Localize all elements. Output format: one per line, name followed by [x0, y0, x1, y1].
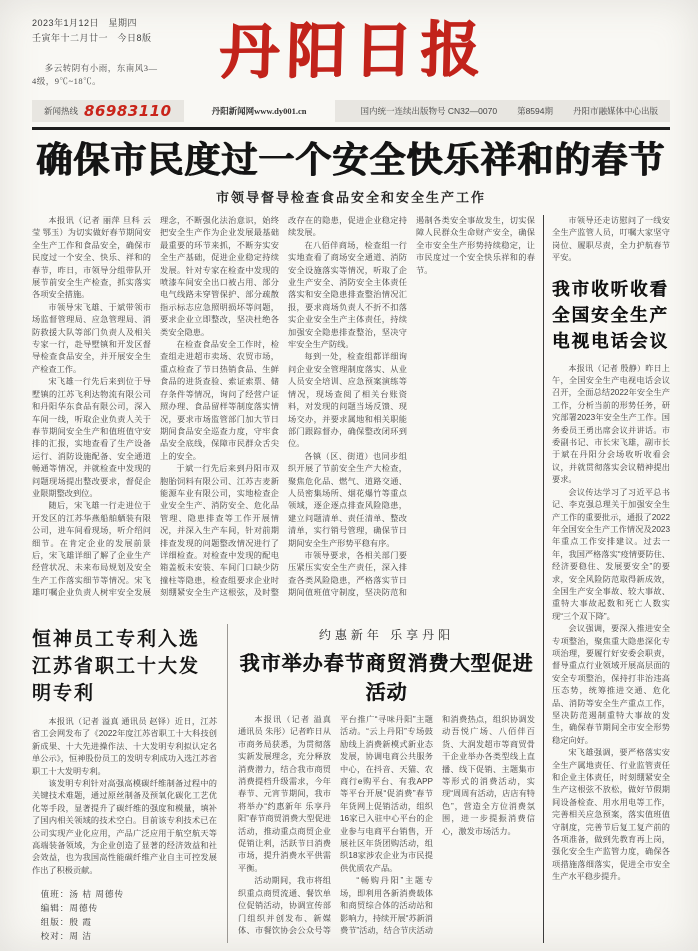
promo-headline: 我市举办春节商贸消费大型促进活动 [239, 653, 534, 704]
sidebar-headline-line-3: 电视电话会议 [552, 330, 669, 351]
content-area [32, 215, 670, 943]
sidebar-column [544, 215, 670, 943]
patent-headline: 恒神员工专利入选江苏省职工十大发明专利 [32, 629, 201, 704]
date-line: 2023年1月12日 星期四 [32, 18, 138, 28]
patent-article-body: 本报讯（记者 溢真 通讯员 赵铎）近日，江苏省工会网发布了《2022年度江苏省职工十大科技创新成果、十大先进操作法、十大发明专利拟认定名单公示》，恒神股份员工的发明专利成功入选江苏省职工十大发明专利。 该发明专利针对高强高模碳纤维制备过程中的关键技术难题，通过原丝制备及预氧化碳化工艺优化等手段，显著提升了碳纤维的强度和模量，填补了国内相关领域的技术空白。目前该专利技术已在公司实现产业化应用，产品广泛应用于航空航天等高端装备领域，为企业创造了显著的经济效益和社会效益，也为我国高性能碳纤维产业自主可控发展作出了积极贡献。 [32, 717, 217, 875]
publisher: 丹阳市融媒体中心出版 [572, 106, 658, 116]
lunar-date-line: 壬寅年十二月廿一 今日8版 [32, 33, 152, 43]
sidebar-headline-line-1: 我市收听收看 [552, 278, 669, 299]
lead-subheadline: 市领导督导检查食品安全和安全生产工作 [215, 190, 486, 205]
hotline-label: 新闻热线 [44, 106, 79, 116]
hotline-chip [32, 100, 184, 122]
masthead-row [32, 10, 670, 98]
date-block [32, 10, 184, 88]
sidebar-headline-line-2: 全国安全生产 [552, 304, 669, 325]
issue-number: 第8594期 [517, 106, 553, 116]
lead-headline: 确保市民度过一个安全快乐祥和的春节 [36, 139, 666, 180]
bottom-zone [32, 624, 535, 943]
left-zone [32, 215, 543, 943]
hotline-number: 86983110 [84, 102, 172, 120]
lead-article-tail: 市领导还走访慰问了一线安全生产监管人员，叮嘱大家坚守岗位、履职尽责，全力护航春节平安。 [552, 216, 670, 263]
promo-article [228, 624, 535, 943]
publication-number: 国内统一连续出版物号 CN32—0070 [360, 106, 498, 116]
patent-article [32, 624, 228, 943]
staff-credits: 值班：汤 桔 周德传 编辑：周德传 组版：殷 霞 校对：周 洁 [40, 889, 125, 941]
info-bar [32, 100, 670, 122]
sidebar-headline [552, 276, 670, 354]
masthead-rule [32, 127, 670, 130]
masthead-title: 丹阳日报 [218, 14, 488, 88]
sidebar-article-body: 本报讯（记者 殷静）昨日上午，全国安全生产电视电话会议召开，全面总结2022年安全生产工作，分析当前的形势任务，研究部署2023年安全生产工作。国务委员王勇出席会议并讲话。市委副书记、市长宋飞雄，副市长于斌在丹阳分会场收听收看会议，并就贯彻落实会议精神提出要求。 会议传达学习了习近平总书记、李克强总理关于加强安全生产工作的重要批示，通报了2022年全国安全生产工作情况及2023年重点工作安排建议。过去一年，我国严格落实“疫情要防住、经济要稳住、发展要安全”的要求，安全风险防范取得新成效，全国生产安全事故、较大事故、重特大事故起数和死亡人数实现“三个双下降”。 会议强调，要深入推进安全专项整治，聚焦重大隐患深化专项治理，要履行好安委会职责，督导重点行业领域开展高层面的安全专项整治，保持打非治违高压态势，统筹推进交通、危化品、消防等安全生产重点工作，坚决防范遏制重特大事故的发生，确保春节期间全市安全形势稳定向好。 宋飞雄强调，要严格落实安全生产属地责任、行业监管责任和企业主体责任，时刻绷紧安全生产这根弦不放松，做好节假期间设备检查、用水用电等工作，完善相关应急预案，落实值班值守制度，完善节后复工复产前的各项准备，做到先教育再上岗，强化安全生产监管力度，确保各项措施落细落实，促进全市安全生产水平稳步提升。 [552, 363, 670, 882]
website-link: 丹阳新闻网www.dy001.cn [211, 106, 307, 116]
promo-article-body: 本报讯（记者 溢真 通讯员 朱彤）记者昨日从市商务局获悉，为贯彻落实新发展理念，充分释放消费潜力，结合我市商贸消费提档升级需求，今年春节、元宵节期间，我市将举办“约惠新年 乐享丹阳”春节商贸消费大型促进活动，推动重点商贸企业促销让利，活跃节日消费市场，提升消费水平供需平衡。 活动期间，我市将组织重点商贸流通、餐饮单位促销活动，协调宣传部门组织并创发布、新媒体、市餐饮协会公众号等平台推广“寻味丹阳”主题活动。“云上丹阳”专场鼓励线上消费新模式新业态发展，协调电商公共服务中心，在抖音、天猫、农商行e购平台、有我APP等平台开展“促消费”春节年货网上促销活动，组织16家已入驻中心平台的企业参与电商平台销售，开展社区年货团购活动，组织18家涉农企业为市民提供优质农产品。 “畅购丹阳”主题专场，即利用各新消费载体和商贸综合体的活动站和影响力，持续开展“苏新消费节”活动，结合节庆活动和消费热点，组织协调发动吾悦广场、八佰伴百货、大润发超市等商贸骨干企业举办各类型线上直播、线下促销、主题集市等形式的消费活动，实现“周周有活动，店店有特色”，营造全方位消费氛围，进一步提振消费信心，激发市场活力。 [238, 715, 535, 935]
promo-kicker: 约惠新年 乐享丹阳 [318, 628, 455, 642]
weather-note: 多云转阴有小雨，东南风3—4级，9℃~18℃。 [32, 63, 158, 86]
issue-chip [335, 100, 670, 122]
lead-article-body: 本报讯（记者 丽萍 旦科 云莹 鄂玉）为切实做好春节期间安全生产工作和食品安全，确保市民度过一个安全、快乐、祥和的春节，昨日，市领导分组带队开展节前安全生产检查，抓实落实各项安全措施。 市领导宋飞雄、于斌带领市场监督管理局、应急管理局、消防救援大队等部门负责人及相关专家一行，赴导墅镇和开发区督导检查食品安全，并开展安全生产检查工作。 宋飞雄一行先后来到位于导墅镇的江苏飞利达物流有限公司和丹阳华东食品有限公司，深入车间一线，听取企业负责人关于春节期间安全生产和值班值守安排的汇报，实地查看了生产设备运行、消防设施配备、安全通道畅通等情况，并就检查中发现的问题现场提出整改要求，督促企业限期整改到位。 随后，宋飞雄一行走进位于开发区的江苏华燕船舶舾装有限公司，进车间看现场，听介绍问细节。在肯定企业的发展前景后，宋飞雄详细了解了企业生产经营状况、未来布局规划及安全生产工作落实细节等情况。宋飞雄叮嘱企业负责人树牢安全发展理念，不断强化法治意识，始终把安全生产作为企业发展最基础最重要的环节来抓，不断夯实安全生产基础，促进企业稳定持续发展。针对专家在检查中发现的喷漆车间安全出口被占用、部分电气线路未穿管保护、部分疏散指示标志应急照明损坏等问题，要求企业立即整改，坚决杜绝各类安全隐患。 在检查食品安全工作时，检查组走进超市卖场、农贸市场，重点检查了节日热销食品、生鲜食品的进货查验、索证索票、储存条件等情况，询问了经营户证照办理、食品留样等制度落实情况，要求市场监管部门加大节日期间食品安全巡查力度，守牢食品安全底线，保障市民群众舌尖上的安全。 于斌一行先后来到丹阳市双胞胎饲料有限公司、江苏吉麦新能源车业有限公司，实地检查企业安全生产、消防安全、危化品管理、隐患排查等工作开展情况，并深入生产车间，针对前期排查发现的问题整改情况进行了详细检查。对检查中发现的配电箱盖板未安装、车间门口缺少防撞柱等隐患，检查组要求企业时刻绷紧安全生产这根弦，及时整改存在的隐患，促进企业稳定持续发展。 在八佰伴商场，检查组一行实地查看了商场安全通道、消防安全设施落实等情况，听取了企业生产安全、消防安全主体责任落实和安全隐患排查整治情况汇报，要求商场负责人不折不扣落实企业安全生产主体责任，持续加强安全隐患排查整治，坚决守牢安全生产防线。 每到一处，检查组都详细询问企业安全管理制度落实、从业人员安全培训、应急预案演练等情况，现场查阅了相关台账资料，对发现的问题当场反馈、现场交办，并要求属地和相关职能部门跟踪督办，确保整改闭环到位。 各镇（区、街道）也同步组织开展了节前安全生产大检查，聚焦危化品、燃气、道路交通、人员密集场所、烟花爆竹等重点领域，逐企逐点排查风险隐患，建立问题清单、责任清单、整改清单，实行销号管理，确保节日期间安全生产形势平稳有序。 市领导要求，各相关部门要压紧压实安全生产责任，深入排查各类风险隐患，严格落实节日期间值班值守制度，坚决防范和遏制各类安全事故发生，切实保障人民群众生命财产安全，确保全市安全生产形势持续稳定，让市民度过一个安全快乐祥和的春节。 [32, 216, 535, 598]
